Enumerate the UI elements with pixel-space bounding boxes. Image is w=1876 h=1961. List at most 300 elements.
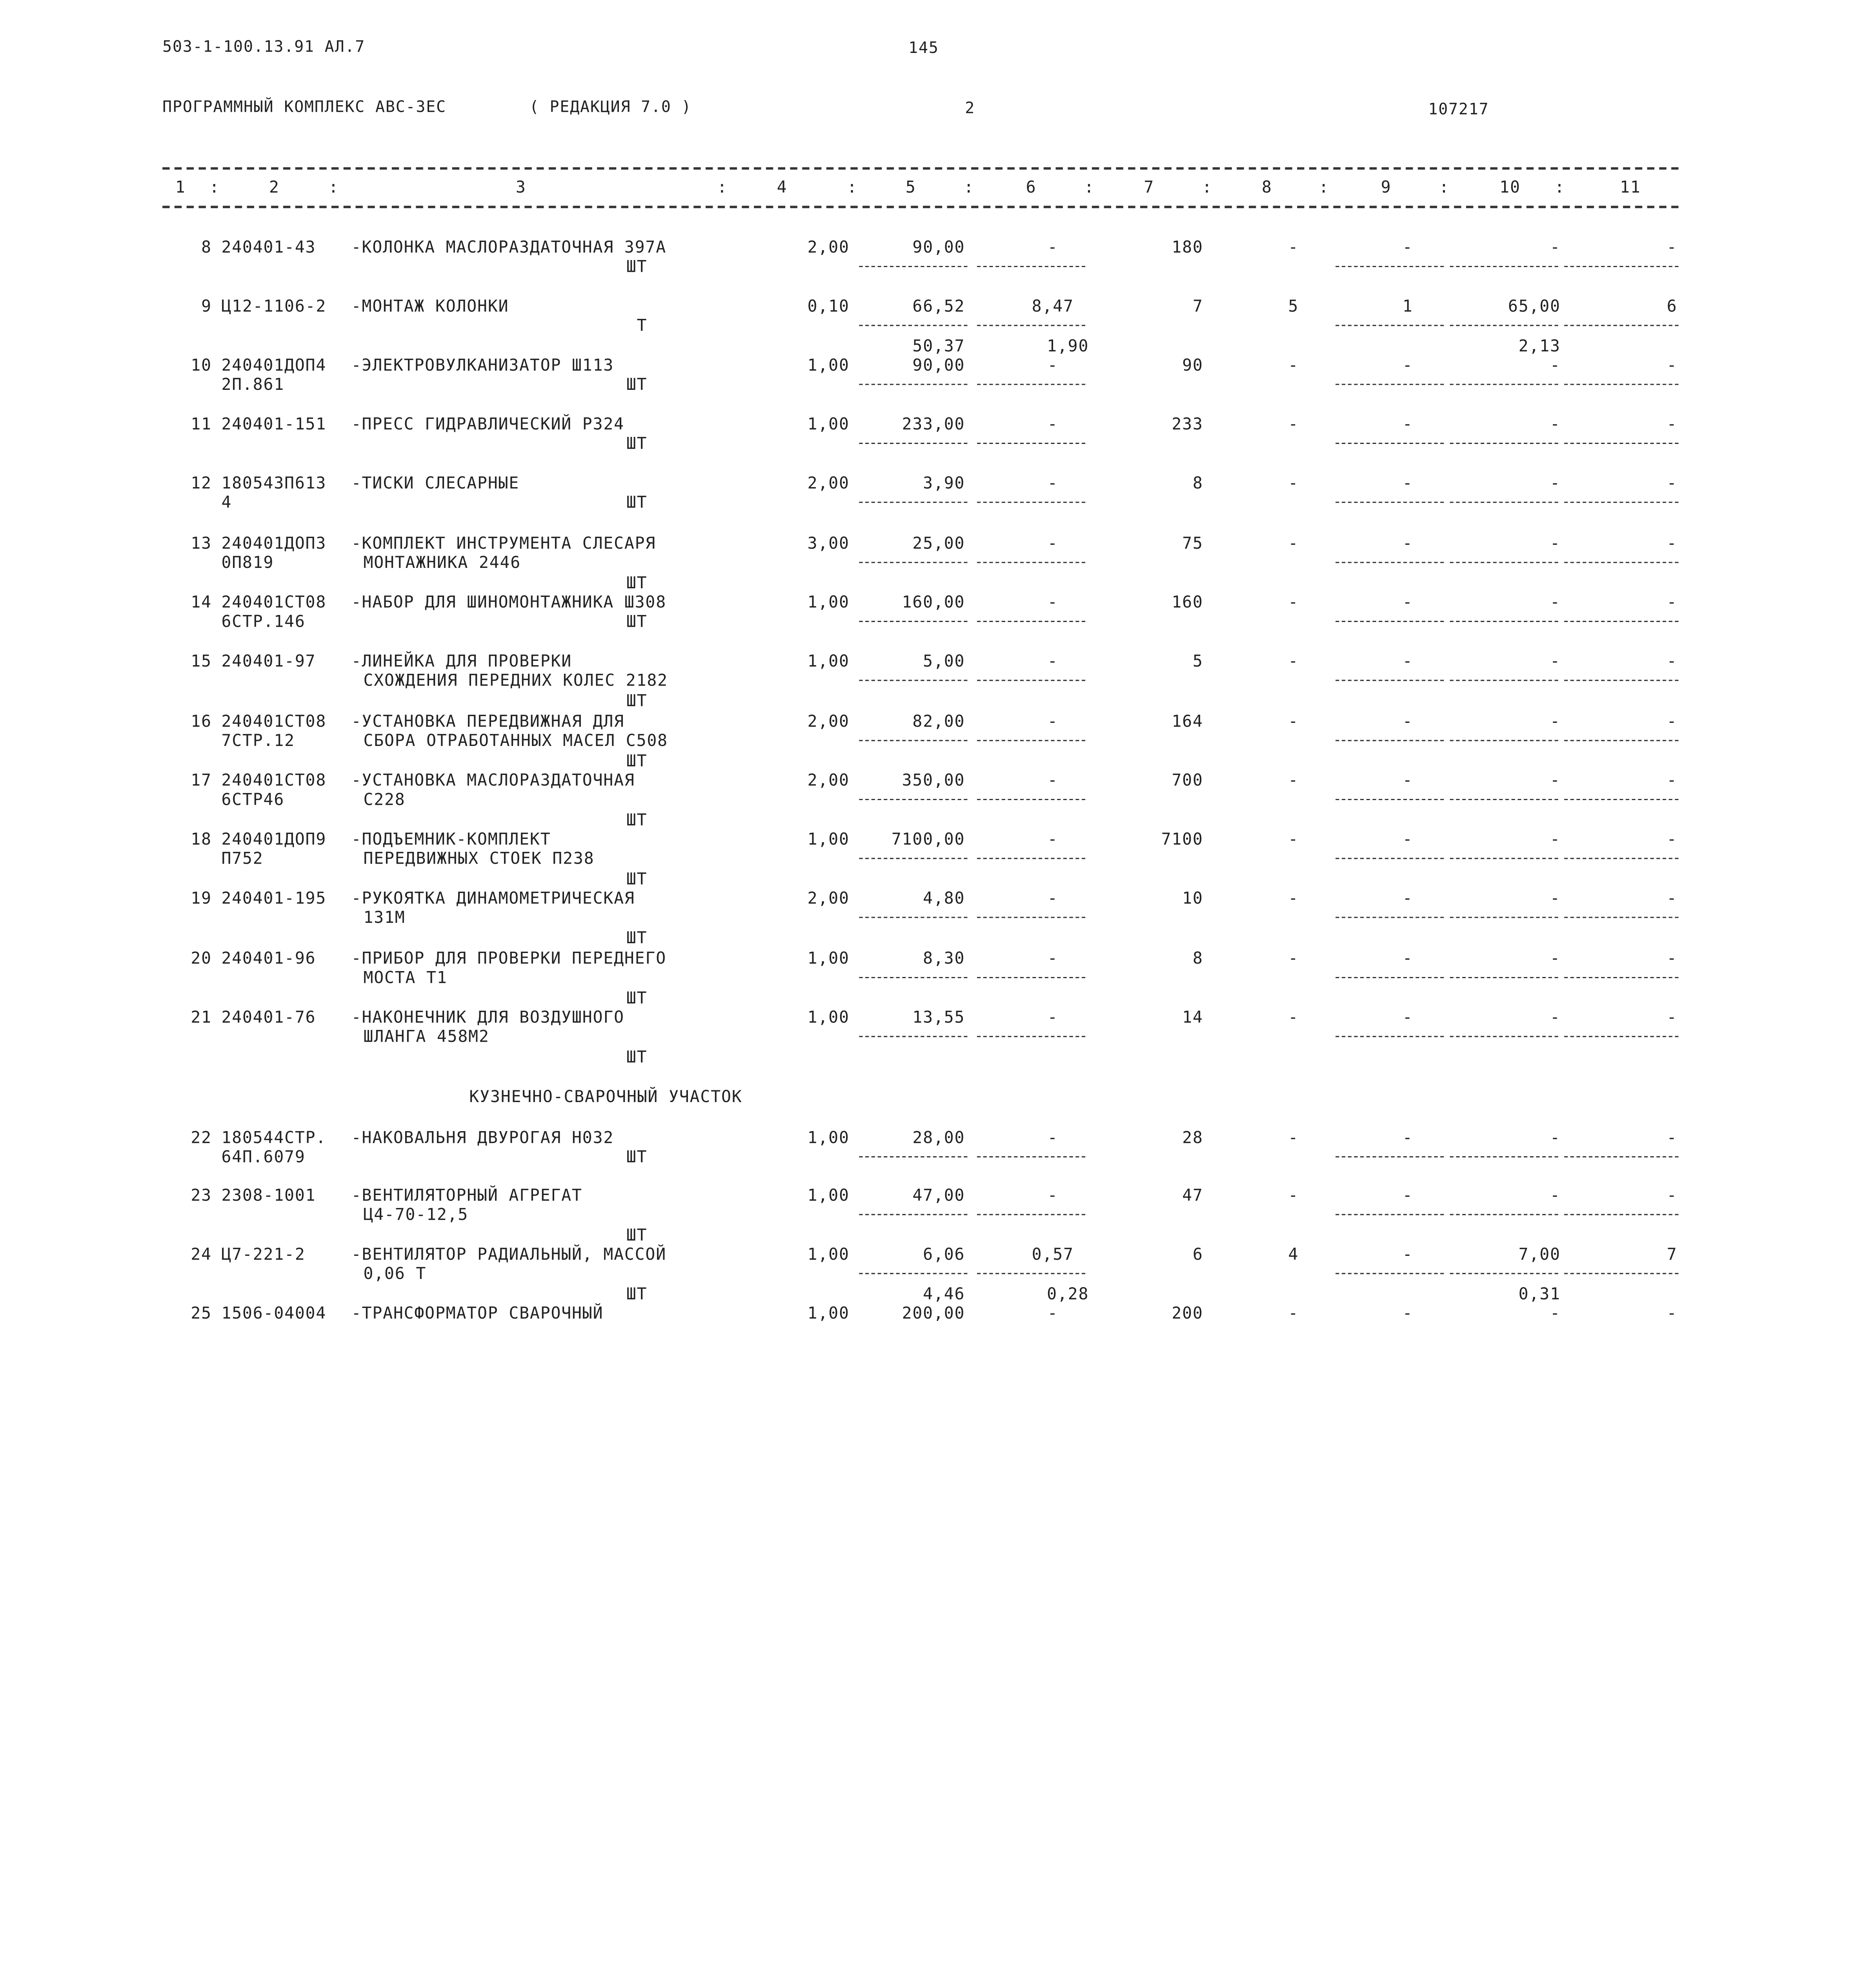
item-name-cont: ШЛАНГА 458М2 (363, 1027, 489, 1047)
col10-value: - (1550, 712, 1561, 732)
col10-value: - (1550, 949, 1561, 969)
row-number: 17 (191, 771, 212, 791)
row-rule (859, 384, 967, 385)
unit-price: 350,00 (902, 771, 965, 791)
col9-value: - (1402, 1245, 1413, 1265)
total-cost: 10 (1182, 889, 1203, 909)
row-rule (1450, 799, 1558, 800)
item-name-cont: С228 (363, 790, 406, 810)
row-rule (1564, 1214, 1678, 1215)
row-rule (1564, 740, 1678, 741)
total-cost: 5 (1192, 652, 1203, 671)
row-rule (1450, 384, 1558, 385)
row-rule (859, 680, 967, 681)
col11-value: - (1667, 593, 1678, 613)
col8-value: 5 (1288, 297, 1299, 317)
unit: ШТ (626, 691, 648, 711)
unit: ШТ (626, 752, 648, 771)
total-cost: 180 (1172, 238, 1203, 258)
unit: ШТ (626, 989, 648, 1008)
row-rule (977, 562, 1085, 563)
row-rule (977, 740, 1085, 741)
col8-value: - (1288, 771, 1299, 791)
price-col6: - (1047, 1186, 1058, 1206)
item-name-cont: 131М (363, 908, 406, 928)
column-number: 10 (1499, 178, 1521, 198)
col9-value: - (1402, 474, 1413, 493)
resource-code-cont: 6СТР.146 (221, 612, 306, 632)
col8-value: 4 (1288, 1245, 1299, 1265)
col10-value: - (1550, 474, 1561, 493)
row-rule (859, 621, 967, 622)
col9-value: - (1402, 356, 1413, 376)
column-separator: : (209, 178, 220, 198)
col11-value: - (1667, 534, 1678, 554)
item-name: -ПРИБОР ДЛЯ ПРОВЕРКИ ПЕРЕДНЕГО (351, 949, 667, 969)
section-heading: КУЗНЕЧНО-СВАРОЧНЫЙ УЧАСТОК (469, 1088, 742, 1107)
col9-value: - (1402, 1128, 1413, 1148)
row-number: 20 (191, 949, 212, 969)
column-number: 9 (1381, 178, 1392, 198)
row-rule (859, 443, 967, 444)
price-col6: - (1047, 415, 1058, 435)
row-rule (1564, 325, 1678, 326)
row-rule (1564, 977, 1678, 978)
price-col6: - (1047, 1128, 1058, 1148)
item-name: -ТРАНСФОРМАТОР СВАРОЧНЫЙ (351, 1304, 604, 1324)
row-rule (977, 680, 1085, 681)
unit-price: 6,06 (923, 1245, 965, 1265)
item-name-cont: Ц4-70-12,5 (363, 1205, 469, 1225)
item-name-cont: МОНТАЖНИКА 2446 (363, 553, 521, 573)
program-title: ПРОГРАММНЫЙ КОМПЛЕКС АВС-3ЕС (162, 98, 446, 117)
row-rule (977, 1156, 1085, 1157)
unit-price: 4,80 (923, 889, 965, 909)
unit-price: 7100,00 (891, 830, 965, 850)
price-col6-sub: 0,28 (1047, 1285, 1089, 1304)
quantity: 1,00 (807, 593, 850, 613)
price-col6: - (1047, 593, 1058, 613)
unit: ШТ (626, 929, 648, 948)
col11-value: - (1667, 1008, 1678, 1028)
resource-code: 2308-1001 (221, 1186, 316, 1206)
row-rule (1336, 266, 1444, 267)
column-separator: : (1202, 178, 1213, 198)
col11-value: - (1667, 830, 1678, 850)
column-number: 1 (175, 178, 186, 198)
resource-code: 240401ДОП9 (221, 830, 327, 850)
col9-value: - (1402, 889, 1413, 909)
item-name: -РУКОЯТКА ДИНАМОМЕТРИЧЕСКАЯ (351, 889, 635, 909)
col8-value: - (1288, 593, 1299, 613)
column-number: 4 (777, 178, 788, 198)
resource-code-cont: 6СТР46 (221, 790, 285, 810)
col10-value: - (1550, 1304, 1561, 1324)
col11-value: - (1667, 712, 1678, 732)
row-rule (977, 384, 1085, 385)
row-rule (1564, 1273, 1678, 1274)
price-col6: - (1047, 652, 1058, 671)
resource-code: 240401-97 (221, 652, 316, 671)
resource-code-cont: 64П.6079 (221, 1148, 306, 1167)
price-col6-sub: 1,90 (1047, 337, 1089, 357)
row-rule (859, 1036, 967, 1037)
item-name-cont: МОСТА Т1 (363, 968, 448, 988)
col10-value: - (1550, 534, 1561, 554)
col9-value: - (1402, 1186, 1413, 1206)
col8-value: - (1288, 1008, 1299, 1028)
row-rule (1336, 977, 1444, 978)
row-rule (1336, 799, 1444, 800)
row-rule (1336, 325, 1444, 326)
row-number: 8 (201, 238, 212, 258)
row-rule (859, 1273, 967, 1274)
row-number: 19 (191, 889, 212, 909)
row-number: 16 (191, 712, 212, 732)
price-col6: - (1047, 771, 1058, 791)
quantity: 2,00 (807, 474, 850, 493)
total-cost: 75 (1182, 534, 1203, 554)
row-rule (977, 502, 1085, 503)
unit: ШТ (626, 1048, 648, 1068)
col10-value: - (1550, 1128, 1561, 1148)
column-number: 8 (1261, 178, 1272, 198)
row-rule (1336, 917, 1444, 918)
row-rule (859, 799, 967, 800)
column-separator: : (328, 178, 339, 198)
total-cost: 47 (1182, 1186, 1203, 1206)
row-rule (1450, 621, 1558, 622)
row-rule (1564, 621, 1678, 622)
sheet-number: 2 (965, 100, 975, 118)
resource-code: 240401ДОП4 (221, 356, 327, 376)
col11-value: - (1667, 889, 1678, 909)
row-rule (859, 740, 967, 741)
row-number: 13 (191, 534, 212, 554)
item-name: -НАБОР ДЛЯ ШИНОМОНТАЖНИКА Ш308 (351, 593, 667, 613)
col9-value: - (1402, 712, 1413, 732)
row-rule (1450, 1273, 1558, 1274)
price-col6: - (1047, 474, 1058, 493)
col10-value: - (1550, 652, 1561, 671)
total-cost: 6 (1192, 1245, 1203, 1265)
price-col6: - (1047, 830, 1058, 850)
row-rule (1450, 858, 1558, 859)
unit-price: 47,00 (912, 1186, 965, 1206)
row-rule (1336, 1273, 1444, 1274)
row-rule (859, 858, 967, 859)
doc-code: 503-1-100.13.91 АЛ.7 (162, 38, 366, 57)
col11-value: 7 (1667, 1245, 1678, 1265)
unit-price: 5,00 (923, 652, 965, 671)
row-rule (859, 1156, 967, 1157)
item-name: -ПРЕСС ГИДРАВЛИЧЕСКИЙ Р324 (351, 415, 624, 435)
quantity: 1,00 (807, 1128, 850, 1148)
resource-code: 240401СТ08 (221, 593, 327, 613)
row-rule (1564, 917, 1678, 918)
row-rule (1336, 740, 1444, 741)
row-rule (1564, 502, 1678, 503)
row-rule (1336, 1214, 1444, 1215)
total-cost: 164 (1172, 712, 1203, 732)
col10-value: - (1550, 1008, 1561, 1028)
row-rule (1336, 502, 1444, 503)
unit: ШТ (626, 574, 648, 593)
col11-value: 6 (1667, 297, 1678, 317)
item-name-cont: СБОРА ОТРАБОТАННЫХ МАСЕЛ С508 (363, 731, 668, 751)
col9-value: 1 (1402, 297, 1413, 317)
col11-value: - (1667, 652, 1678, 671)
row-rule (1450, 562, 1558, 563)
row-rule (1336, 858, 1444, 859)
total-cost: 28 (1182, 1128, 1203, 1148)
unit-price-sub: 4,46 (923, 1285, 965, 1304)
col8-value: - (1288, 652, 1299, 671)
resource-code-cont: 4 (221, 493, 232, 513)
item-name-cont: ПЕРЕДВИЖНЫХ СТОЕК П238 (363, 849, 595, 869)
unit-price: 13,55 (912, 1008, 965, 1028)
item-name: -НАКОВАЛЬНЯ ДВУРОГАЯ Н032 (351, 1128, 614, 1148)
total-cost: 160 (1172, 593, 1203, 613)
price-col6: - (1047, 1008, 1058, 1028)
row-rule (1336, 443, 1444, 444)
total-cost: 233 (1172, 415, 1203, 435)
col8-value: - (1288, 830, 1299, 850)
resource-code: 1506-04004 (221, 1304, 327, 1324)
row-rule (1564, 384, 1678, 385)
resource-code: 240401-195 (221, 889, 327, 909)
col9-value: - (1402, 415, 1413, 435)
quantity: 1,00 (807, 652, 850, 671)
quantity: 1,00 (807, 415, 850, 435)
price-col6: - (1047, 534, 1058, 554)
column-number: 6 (1026, 178, 1037, 198)
price-col6: - (1047, 949, 1058, 969)
row-number: 14 (191, 593, 212, 613)
row-rule (859, 917, 967, 918)
item-name: -ЭЛЕКТРОВУЛКАНИЗАТОР Ш113 (351, 356, 614, 376)
item-name: -ТИСКИ СЛЕСАРНЫЕ (351, 474, 520, 493)
row-number: 24 (191, 1245, 212, 1265)
col10-value: - (1550, 593, 1561, 613)
row-rule (859, 977, 967, 978)
total-cost: 8 (1192, 949, 1203, 969)
item-name-cont: СХОЖДЕНИЯ ПЕРЕДНИХ КОЛЕС 2182 (363, 671, 668, 691)
unit: Т (637, 316, 648, 336)
row-rule (859, 266, 967, 267)
row-number: 15 (191, 652, 212, 671)
quantity: 0,10 (807, 297, 850, 317)
col9-value: - (1402, 949, 1413, 969)
col8-value: - (1288, 474, 1299, 493)
row-rule (1450, 680, 1558, 681)
col8-value: - (1288, 238, 1299, 258)
price-col6: - (1047, 356, 1058, 376)
row-number: 23 (191, 1186, 212, 1206)
row-rule (1336, 562, 1444, 563)
column-separator: : (1554, 178, 1565, 198)
unit-price: 200,00 (902, 1304, 965, 1324)
quantity: 1,00 (807, 356, 850, 376)
unit-price: 90,00 (912, 356, 965, 376)
col8-value: - (1288, 415, 1299, 435)
column-number: 3 (515, 178, 526, 198)
resource-code-cont: 2П.861 (221, 375, 285, 395)
col11-value: - (1667, 356, 1678, 376)
col11-value: - (1667, 474, 1678, 493)
unit: ШТ (626, 493, 648, 513)
total-cost: 700 (1172, 771, 1203, 791)
total-cost: 14 (1182, 1008, 1203, 1028)
unit-price: 25,00 (912, 534, 965, 554)
col10-sub: 2,13 (1518, 337, 1561, 357)
row-number: 12 (191, 474, 212, 493)
quantity: 2,00 (807, 238, 850, 258)
column-number: 2 (269, 178, 280, 198)
col11-value: - (1667, 949, 1678, 969)
price-col6: 0,57 (1032, 1245, 1074, 1265)
column-separator: : (847, 178, 858, 198)
col10-value: - (1550, 356, 1561, 376)
row-number: 10 (191, 356, 212, 376)
resource-code-cont: 0П819 (221, 553, 274, 573)
column-number: 7 (1144, 178, 1155, 198)
unit: ШТ (626, 1226, 648, 1246)
col8-value: - (1288, 889, 1299, 909)
row-rule (977, 1214, 1085, 1215)
column-separator: : (717, 178, 728, 198)
resource-code: 240401СТ08 (221, 712, 327, 732)
quantity: 2,00 (807, 712, 850, 732)
col8-value: - (1288, 1186, 1299, 1206)
item-name: -КОМПЛЕКТ ИНСТРУМЕНТА СЛЕСАРЯ (351, 534, 656, 554)
resource-code: 240401-76 (221, 1008, 316, 1028)
resource-code: 240401ДОП3 (221, 534, 327, 554)
row-number: 11 (191, 415, 212, 435)
unit-price: 160,00 (902, 593, 965, 613)
column-separator: : (1084, 178, 1095, 198)
item-name: -МОНТАЖ КОЛОНКИ (351, 297, 509, 317)
col11-value: - (1667, 238, 1678, 258)
col8-value: - (1288, 534, 1299, 554)
unit: ШТ (626, 434, 648, 454)
row-rule (977, 1036, 1085, 1037)
unit-price: 90,00 (912, 238, 965, 258)
unit-price: 66,52 (912, 297, 965, 317)
col10-value: 65,00 (1508, 297, 1561, 317)
item-name: -ВЕНТИЛЯТОР РАДИАЛЬНЫЙ, МАССОЙ (351, 1245, 667, 1265)
column-separator: : (964, 178, 975, 198)
quantity: 1,00 (807, 949, 850, 969)
total-cost: 200 (1172, 1304, 1203, 1324)
row-rule (1450, 917, 1558, 918)
row-number: 18 (191, 830, 212, 850)
row-number: 22 (191, 1128, 212, 1148)
row-rule (1450, 977, 1558, 978)
row-rule (859, 502, 967, 503)
quantity: 1,00 (807, 1186, 850, 1206)
row-rule (977, 325, 1085, 326)
col8-value: - (1288, 1304, 1299, 1324)
total-cost: 90 (1182, 356, 1203, 376)
page-number: 145 (908, 40, 939, 58)
row-rule (1336, 384, 1444, 385)
price-col6: - (1047, 889, 1058, 909)
row-rule (1450, 502, 1558, 503)
row-rule (859, 562, 967, 563)
item-name: -ЛИНЕЙКА ДЛЯ ПРОВЕРКИ (351, 652, 572, 671)
col10-value: - (1550, 1186, 1561, 1206)
object-code: 107217 (1428, 101, 1489, 119)
row-rule (1564, 680, 1678, 681)
price-col6: - (1047, 1304, 1058, 1324)
col9-value: - (1402, 652, 1413, 671)
item-name: -НАКОНЕЧНИК ДЛЯ ВОЗДУШНОГО (351, 1008, 624, 1028)
row-rule (1564, 443, 1678, 444)
col8-value: - (1288, 356, 1299, 376)
item-name: -УСТАНОВКА МАСЛОРАЗДАТОЧНАЯ (351, 771, 635, 791)
resource-code: Ц7-221-2 (221, 1245, 306, 1265)
row-rule (1450, 443, 1558, 444)
row-rule (1564, 799, 1678, 800)
resource-code-cont: 7СТР.12 (221, 731, 295, 751)
price-col6: - (1047, 238, 1058, 258)
row-rule (977, 621, 1085, 622)
row-number: 25 (191, 1304, 212, 1324)
item-name: -ВЕНТИЛЯТОРНЫЙ АГРЕГАТ (351, 1186, 582, 1206)
price-col6: 8,47 (1032, 297, 1074, 317)
resource-code: 180543П613 (221, 474, 327, 493)
item-name: -КОЛОНКА МАСЛОРАЗДАТОЧНАЯ 397А (351, 238, 667, 258)
col10-value: - (1550, 415, 1561, 435)
row-rule (977, 977, 1085, 978)
column-number: 11 (1619, 178, 1641, 198)
resource-code: Ц12-1106-2 (221, 297, 327, 317)
row-number: 21 (191, 1008, 212, 1028)
row-rule (977, 917, 1085, 918)
row-rule (977, 443, 1085, 444)
col10-sub: 0,31 (1518, 1285, 1561, 1304)
resource-code: 240401-151 (221, 415, 327, 435)
col10-value: - (1550, 771, 1561, 791)
resource-code: 240401-43 (221, 238, 316, 258)
col11-value: - (1667, 415, 1678, 435)
row-rule (1450, 325, 1558, 326)
row-rule (977, 799, 1085, 800)
row-rule (859, 1214, 967, 1215)
unit: ШТ (626, 870, 648, 890)
resource-code: 180544СТР. (221, 1128, 327, 1148)
col8-value: - (1288, 949, 1299, 969)
total-cost: 7100 (1161, 830, 1203, 850)
quantity: 3,00 (807, 534, 850, 554)
unit-price: 82,00 (912, 712, 965, 732)
column-separator: : (1319, 178, 1329, 198)
row-rule (1450, 266, 1558, 267)
unit: ШТ (626, 375, 648, 395)
col8-value: - (1288, 1128, 1299, 1148)
row-rule (1450, 1036, 1558, 1037)
col9-value: - (1402, 238, 1413, 258)
row-number: 9 (201, 297, 212, 317)
col9-value: - (1402, 830, 1413, 850)
unit: ШТ (626, 1148, 648, 1167)
row-rule (1450, 1214, 1558, 1215)
item-name: -УСТАНОВКА ПЕРЕДВИЖНАЯ ДЛЯ (351, 712, 624, 732)
row-rule (1564, 1156, 1678, 1157)
row-rule (1564, 1036, 1678, 1037)
col10-value: - (1550, 238, 1561, 258)
